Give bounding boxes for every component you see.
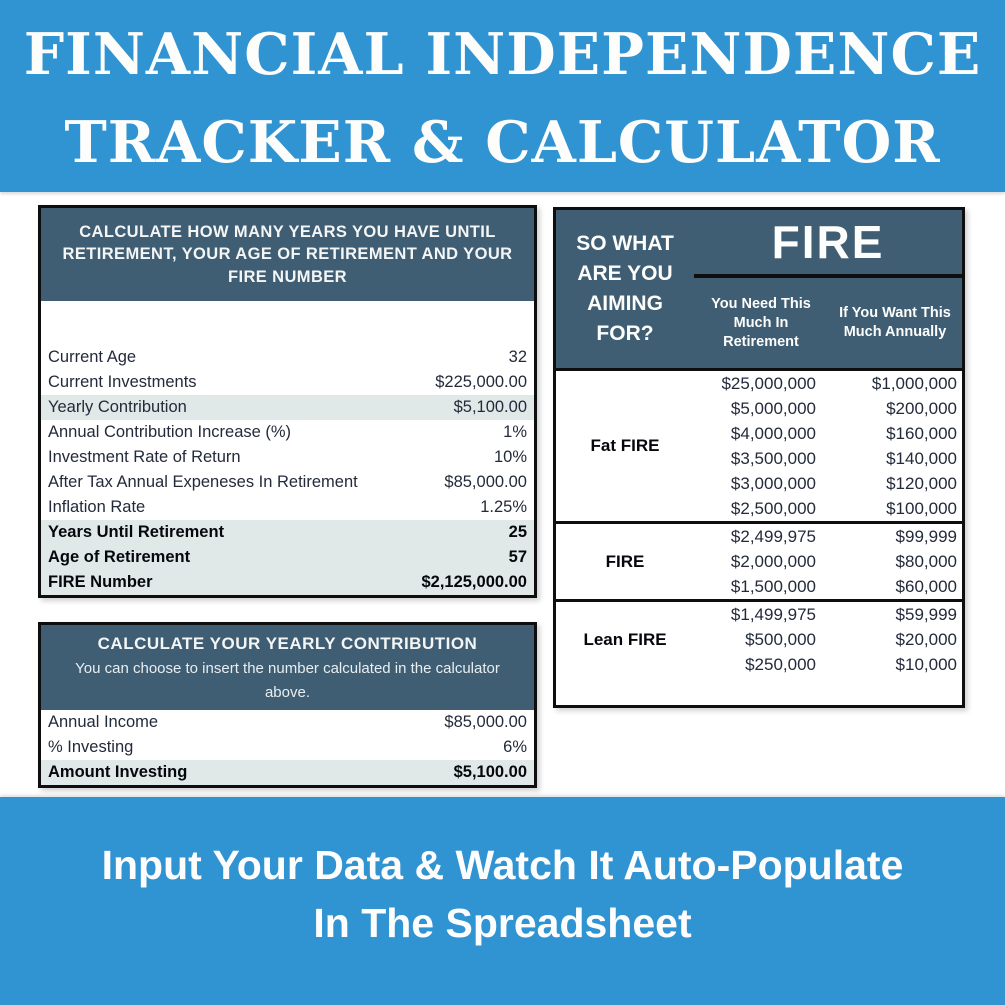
row-value[interactable]: 6% xyxy=(503,738,527,756)
row-label: Amount Investing xyxy=(48,763,188,781)
table-row xyxy=(41,545,534,570)
annual-amount: $120,000 xyxy=(886,473,957,493)
fire-table-column-headers xyxy=(694,278,962,368)
row-label: Current Investments xyxy=(48,373,197,391)
row-label: Investment Rate of Return xyxy=(48,448,241,466)
retirement-amount: $250,000 xyxy=(745,654,816,674)
retirement-amount: $25,000,000 xyxy=(721,373,816,393)
fire-section-fat xyxy=(556,368,962,521)
top-banner xyxy=(0,0,1005,192)
annual-amount: $60,000 xyxy=(895,576,957,596)
annual-amount: $20,000 xyxy=(895,629,957,649)
retirement-amount: $3,500,000 xyxy=(730,448,816,468)
fire-section-label: Lean FIRE xyxy=(583,629,667,649)
row-label: Current Age xyxy=(48,348,137,366)
row-label: Years Until Retirement xyxy=(48,523,225,541)
table-row xyxy=(41,470,534,495)
fire-table-corner-caption: SO WHAT ARE YOU AIMING FOR? xyxy=(576,232,674,345)
table-row xyxy=(41,760,534,785)
table-row xyxy=(41,445,534,470)
yearly-contribution-table xyxy=(38,622,537,788)
row-value[interactable]: $5,100.00 xyxy=(453,398,527,416)
annual-amount: $99,999 xyxy=(895,526,957,546)
row-value[interactable]: $225,000.00 xyxy=(435,373,527,391)
table-row xyxy=(694,496,962,521)
row-value[interactable]: $85,000.00 xyxy=(444,713,527,731)
row-value[interactable]: 10% xyxy=(493,448,527,466)
row-value: 25 xyxy=(508,523,527,541)
table-row xyxy=(41,345,534,370)
contribution-table-title: CALCULATE YOUR YEARLY CONTRIBUTION xyxy=(97,633,478,653)
fire-section-fire xyxy=(556,521,962,599)
table-row xyxy=(41,570,534,595)
row-label: FIRE Number xyxy=(48,573,153,591)
annual-amount: $1,000,000 xyxy=(871,373,957,393)
annual-amount: $10,000 xyxy=(895,654,957,674)
row-value[interactable]: $85,000.00 xyxy=(444,473,527,491)
row-label: Inflation Rate xyxy=(48,498,146,516)
retirement-amount: $5,000,000 xyxy=(730,398,816,418)
row-label: Annual Contribution Increase (%) xyxy=(48,423,292,441)
row-label: After Tax Annual Expeneses In Retirement xyxy=(48,473,358,491)
fire-section-label: FIRE xyxy=(605,551,645,571)
table-row xyxy=(41,735,534,760)
bottom-banner xyxy=(0,797,1005,1005)
table-row xyxy=(694,549,962,574)
table-row xyxy=(41,370,534,395)
retirement-amount: $4,000,000 xyxy=(730,423,816,443)
annual-amount: $100,000 xyxy=(886,498,957,518)
table-row xyxy=(41,520,534,545)
table-row xyxy=(694,652,962,677)
row-label: Age of Retirement xyxy=(48,548,191,566)
table-row xyxy=(694,471,962,496)
retirement-amount: $500,000 xyxy=(745,629,816,649)
row-value[interactable]: 1% xyxy=(503,423,527,441)
main-title-line2: TRACKER & CALCULATOR xyxy=(64,109,941,176)
table-row xyxy=(694,421,962,446)
annual-amount: $140,000 xyxy=(886,448,957,468)
fire-section-label: Fat FIRE xyxy=(590,436,660,455)
annual-amount: $200,000 xyxy=(886,398,957,418)
table-row xyxy=(694,627,962,652)
column-header-annual: If You Want This Much Annually xyxy=(839,305,951,340)
retirement-amount: $3,000,000 xyxy=(730,473,816,493)
main-title-line1: FINANCIAL INDEPENDENCE xyxy=(23,21,982,88)
table-row xyxy=(694,524,962,549)
contribution-table-subtitle: You can choose to insert the number calculated in the calculator above. xyxy=(75,659,500,701)
calculator-table-header: CALCULATE HOW MANY YEARS YOU HAVE UNTIL RETIREMENT, YOUR AGE OF RETIREMENT AND YOUR FIRE NUMBER xyxy=(41,208,534,301)
annual-amount: $59,999 xyxy=(895,604,957,624)
fire-table-header-right xyxy=(694,210,962,368)
contribution-table-header xyxy=(41,625,534,710)
retirement-amount: $2,499,975 xyxy=(730,526,816,546)
fire-section-rows xyxy=(694,524,962,599)
row-value[interactable]: 32 xyxy=(508,348,527,366)
table-row xyxy=(694,602,962,627)
row-label: Yearly Contribution xyxy=(48,398,187,416)
retirement-amount: $2,500,000 xyxy=(730,498,816,518)
table-row xyxy=(694,574,962,599)
retirement-amount: $1,499,975 xyxy=(730,604,816,624)
empty-spreadsheet-row xyxy=(41,301,534,345)
row-value: $5,100.00 xyxy=(453,763,527,781)
fire-tiers-table xyxy=(553,207,965,708)
table-row xyxy=(41,420,534,445)
row-label: % Investing xyxy=(48,738,134,756)
annual-amount: $160,000 xyxy=(886,423,957,443)
retirement-amount: $1,500,000 xyxy=(730,576,816,596)
row-value[interactable]: 1.25% xyxy=(480,498,527,516)
column-header-retirement: You Need This Much In Retirement xyxy=(711,295,811,350)
fire-section-rows xyxy=(694,371,962,521)
footer-tagline-line2: In The Spreadsheet xyxy=(313,900,692,946)
table-row xyxy=(694,371,962,396)
fire-table-title: FIRE xyxy=(694,210,962,278)
row-label: Annual Income xyxy=(48,713,159,731)
table-row xyxy=(41,710,534,735)
footer-tagline-line1: Input Your Data & Watch It Auto-Populate xyxy=(101,842,904,888)
table-row xyxy=(694,396,962,421)
annual-amount: $80,000 xyxy=(895,551,957,571)
row-value: $2,125,000.00 xyxy=(421,573,527,591)
retirement-amount: $2,000,000 xyxy=(730,551,816,571)
table-row xyxy=(694,446,962,471)
fire-table-header xyxy=(556,210,962,368)
table-row xyxy=(41,495,534,520)
table-row xyxy=(41,395,534,420)
row-value: 57 xyxy=(508,548,527,566)
fire-section-lean xyxy=(556,599,962,705)
fire-calculator-table xyxy=(38,205,537,598)
fire-section-rows xyxy=(694,602,962,677)
